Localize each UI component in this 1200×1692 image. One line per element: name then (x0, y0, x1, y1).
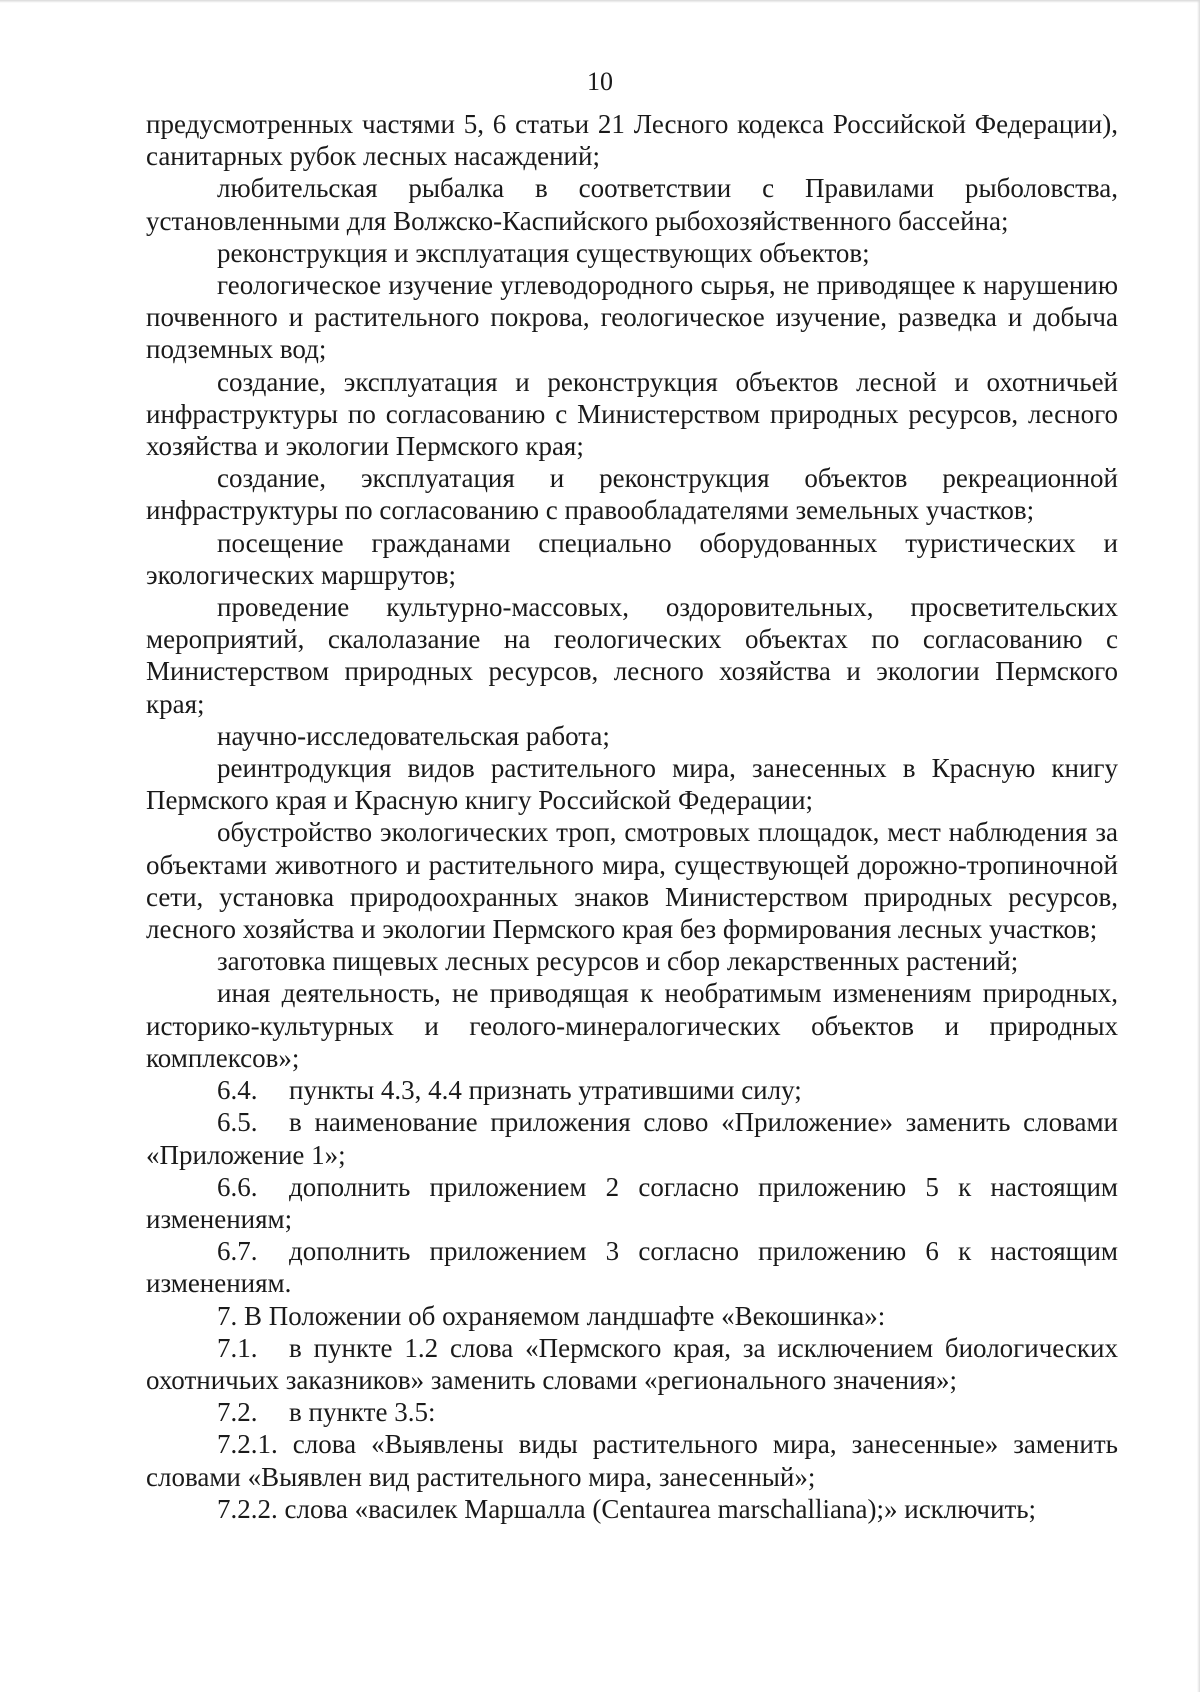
item-text: в пункте 3.5: (289, 1397, 436, 1428)
paragraph: 7.2.2. слова «василек Маршалла (Centaurea marschalliana);» исключить; (217, 1493, 1037, 1524)
item-number: 6.7. (217, 1236, 258, 1267)
paragraph: посещение гражданами специально оборудованных туристических и экологических маршрутов; (146, 527, 1118, 590)
item-text: в наименование приложения слово «Приложение» заменить словами «Приложение 1»; (146, 1107, 1118, 1170)
item-number: 7.1. (217, 1332, 258, 1363)
paragraph: заготовка пищевых лесных ресурсов и сбор лекарственных растений; (217, 946, 1019, 977)
item-text: дополнить приложением 2 согласно приложению 5 к настоящим изменениям; (146, 1171, 1118, 1234)
item-text: дополнить приложением 3 согласно приложению 6 к настоящим изменениям. (146, 1236, 1118, 1299)
paragraph: научно-исследовательская работа; (217, 720, 610, 751)
paragraph: создание, эксплуатация и реконструкция объектов рекреационной инфраструктуры по согласованию с правообладателями земельных участков; (146, 463, 1118, 526)
document-body (146, 108, 1118, 1525)
paragraph: 7.2.1. слова «Выявлены виды растительного мира, занесенные» заменить словами «Выявлен вид растительного мира, занесенный»; (146, 1429, 1118, 1492)
item-number: 6.4. (217, 1075, 258, 1106)
paragraph: обустройство экологических троп, смотровых площадок, мест наблюдения за объектами животного и растительного мира, существующей дорожно-тропиночной сети, установка природоохранных знаков Министерством природных ресурсов, лесного хозяйства и экологии Пермского края без формирования лесных участков; (146, 817, 1118, 945)
item-number: 7.2. (217, 1397, 258, 1428)
numbered-paragraph (146, 1235, 1118, 1299)
item-number: 6.6. (217, 1171, 258, 1202)
paragraph: предусмотренных частями 5, 6 статьи 21 Лесного кодекса Российской Федерации), санитарных рубок лесных насаждений; (146, 109, 1118, 172)
paragraph: реконструкция и эксплуатация существующих объектов; (217, 237, 870, 268)
paragraph: иная деятельность, не приводящая к необратимым изменениям природных, историко-культурных и геолого-минералогических объектов и природных комплексов»; (146, 978, 1118, 1073)
paragraph: проведение культурно-массовых, оздоровительных, просветительских мероприятий, скалолазание на геологических объектах по согласованию с Министерством природных ресурсов, лесного хозяйства и экологии Пермского края; (146, 592, 1118, 719)
numbered-paragraph (146, 1106, 1118, 1170)
scan-edge (0, 0, 1200, 3)
section-heading: 7. В Положении об охраняемом ландшафте «Векошинка»: (217, 1300, 886, 1331)
item-text: в пункте 1.2 слова «Пермского края, за исключением биологических охотничьих заказников» заменить словами «регионального значения»; (146, 1332, 1118, 1395)
item-number: 6.5. (217, 1107, 258, 1138)
numbered-paragraph (146, 1396, 1118, 1428)
numbered-paragraph (146, 1171, 1118, 1235)
item-text: пункты 4.3, 4.4 признать утратившими силу; (289, 1075, 802, 1106)
page-number: 10 (587, 67, 613, 96)
paragraph: создание, эксплуатация и реконструкция объектов лесной и охотничьей инфраструктуры по согласованию с Министерством природных ресурсов, лесного хозяйства и экологии Пермского края; (146, 366, 1118, 462)
numbered-paragraph (146, 1332, 1118, 1396)
paragraph: реинтродукция видов растительного мира, занесенных в Красную книгу Пермского края и Красную книгу Российской Федерации; (146, 753, 1118, 816)
paragraph: геологическое изучение углеводородного сырья, не приводящее к нарушению почвенного и растительного покрова, геологическое изучение, разведка и добыча подземных вод; (146, 270, 1118, 365)
numbered-paragraph (146, 1074, 1118, 1106)
paragraph: любительская рыбалка в соответствии с Правилами рыболовства, установленными для Волжско-Каспийского рыбохозяйственного бассейна; (146, 173, 1118, 236)
